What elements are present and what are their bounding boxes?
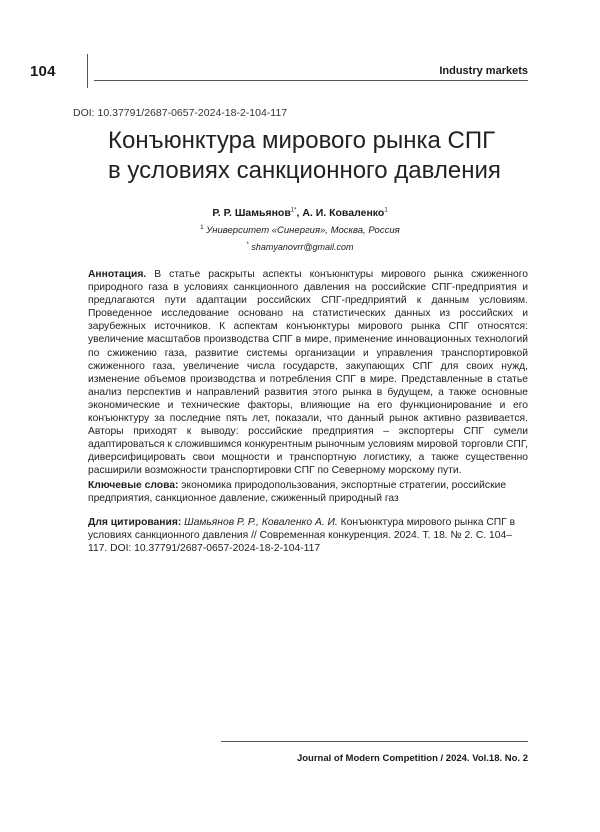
keywords-text: экономика природопользования, экспортные стратегии, российские предприятия, санкционное давление, сжиженный природный газ <box>88 480 507 505</box>
email-marker: * <box>246 242 249 248</box>
header-divider-vertical <box>87 54 88 88</box>
abstract-text: В статье раскрыты аспекты конъюнктуры мирового рынка сжиженного природного газа в условиях санкционного давления на российские СПГ-предприятия и предлагаются пути адаптации российских СПГ-предприятий к данным условиям. Проведенное исследование основано на статистических данных из российских и зарубежных источников. К аспектам конъюнктуры мирового рынка СПГ относятся: увеличение масштабов производства СПГ в мире, применение инновационных технологий по сжижению газа, развитие системы организации и управления транспортировкой сжиженного газа, увеличение числа государств, закупающих СПГ для своих нужд, изменение объемов производства и потребления СПГ в мире. Представленные в статье анализ перспектив и направлений развития этого рынка в будущем, а также основные экономические и технические факторы, влияющие на его функционирование и его конъюнктуру за последние пять лет, показали, что данный рынок активно развивается. Авторы приходят к выводу: российские предприятия – экспортеры СПГ сумели адаптироваться к сложившимся конкурентным рыночным условиям мировой торговли СПГ, диверсифицировать свои мощности и транспортную логистику, а также существенно расширили возможности транспортировки СПГ по Северному морскому пути. <box>88 269 528 477</box>
author-separator: , <box>296 207 303 219</box>
authors <box>0 207 600 219</box>
title-line-1: Конъюнктура мирового рынка СПГ <box>108 127 496 154</box>
title-line-2: в условиях санкционного давления <box>108 157 501 184</box>
author-2-marker: 1 <box>384 207 388 214</box>
abstract <box>88 268 528 478</box>
keywords <box>88 479 528 505</box>
citation <box>88 516 528 555</box>
email <box>0 242 600 252</box>
affiliation <box>0 225 600 236</box>
page-number: 104 <box>30 63 56 80</box>
keywords-label: Ключевые слова: <box>88 480 179 491</box>
author-1-marker: 1* <box>290 207 297 214</box>
journal-footer: Journal of Modern Competition / 2024. Vol.18. No. 2 <box>296 753 528 764</box>
article-title <box>108 126 528 186</box>
affiliation-marker: 1 <box>200 225 204 231</box>
email-text: shamyanovrr@gmail.com <box>248 242 354 252</box>
header-divider-horizontal <box>94 80 528 81</box>
section-label: Industry markets <box>439 65 528 77</box>
citation-label: Для цитирования: <box>88 517 182 528</box>
doi: DOI: 10.37791/2687-0657-2024-18-2-104-117 <box>73 107 288 119</box>
footer-divider <box>221 741 528 742</box>
citation-authors: Шамьянов Р. Р., Коваленко А. И. <box>181 517 338 528</box>
author-1: Р. Р. Шамьянов <box>212 207 291 219</box>
author-2: А. И. Коваленко <box>302 207 385 219</box>
affiliation-text: Университет «Синергия», Москва, Россия <box>203 225 400 237</box>
abstract-label: Аннотация. <box>88 269 147 280</box>
citation-text: Конъюнктура мирового рынка СПГ в условиях санкционного давления // Современная конкуренция. 2024. Т. 18. № 2. С. 104–117. DOI: 10.37791/2687-0657-2024-18-2-104-117 <box>88 517 516 555</box>
